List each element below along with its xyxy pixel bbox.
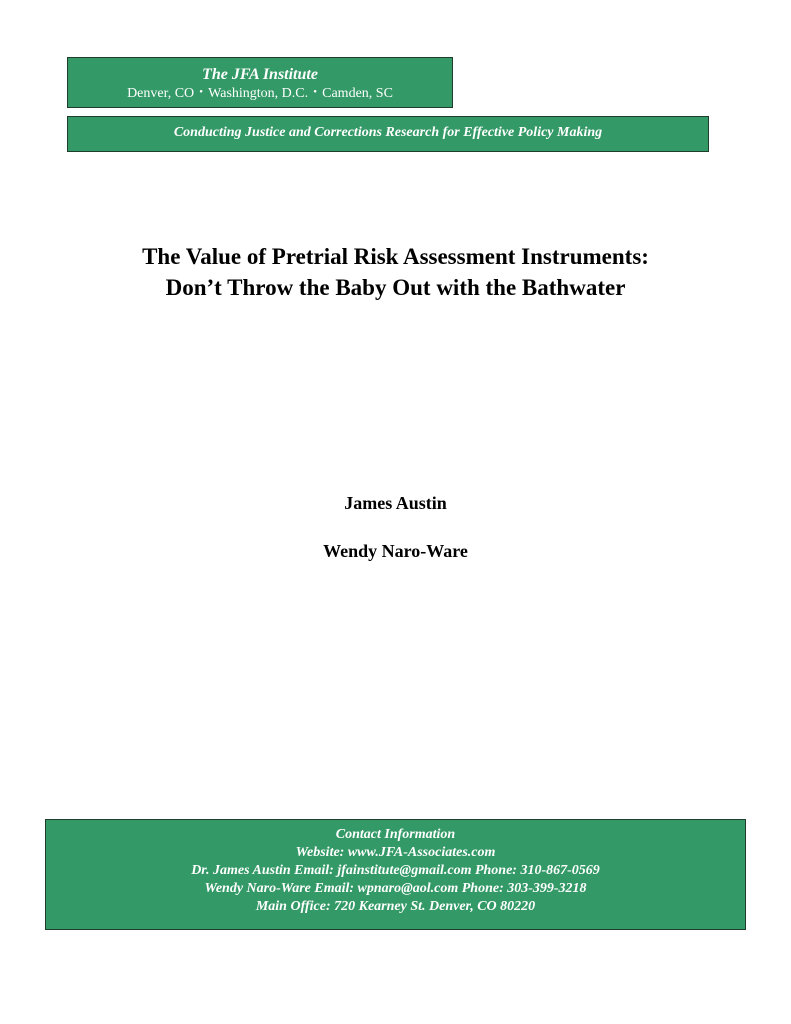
institute-name: The JFA Institute — [202, 66, 318, 83]
tagline-banner — [67, 116, 709, 152]
contact-naro-ware: Wendy Naro-Ware Email: wpnaro@aol.com Phone: 303-399-3218 — [204, 881, 587, 896]
contact-main-office: Main Office: 720 Kearney St. Denver, CO 80220 — [255, 899, 536, 914]
title-line-2: Don’t Throw the Baby Out with the Bathwater — [165, 275, 626, 300]
tagline-text: Conducting Justice and Corrections Research for Effective Policy Making — [173, 125, 603, 140]
document-title — [40, 241, 751, 303]
author-name: James Austin — [344, 493, 447, 513]
contact-information-box — [45, 819, 746, 930]
institute-header-box — [67, 57, 453, 108]
institute-locations: Denver, CO・Washington, D.C.・Camden, SC — [127, 86, 393, 101]
contact-website: Website: www.JFA-Associates.com — [295, 845, 496, 860]
contact-heading: Contact Information — [335, 827, 456, 842]
title-line-1: The Value of Pretrial Risk Assessment Instruments: — [142, 244, 649, 269]
contact-austin: Dr. James Austin Email: jfainstitute@gmail.com Phone: 310-867-0569 — [191, 863, 600, 878]
author-name: Wendy Naro-Ware — [323, 541, 468, 561]
